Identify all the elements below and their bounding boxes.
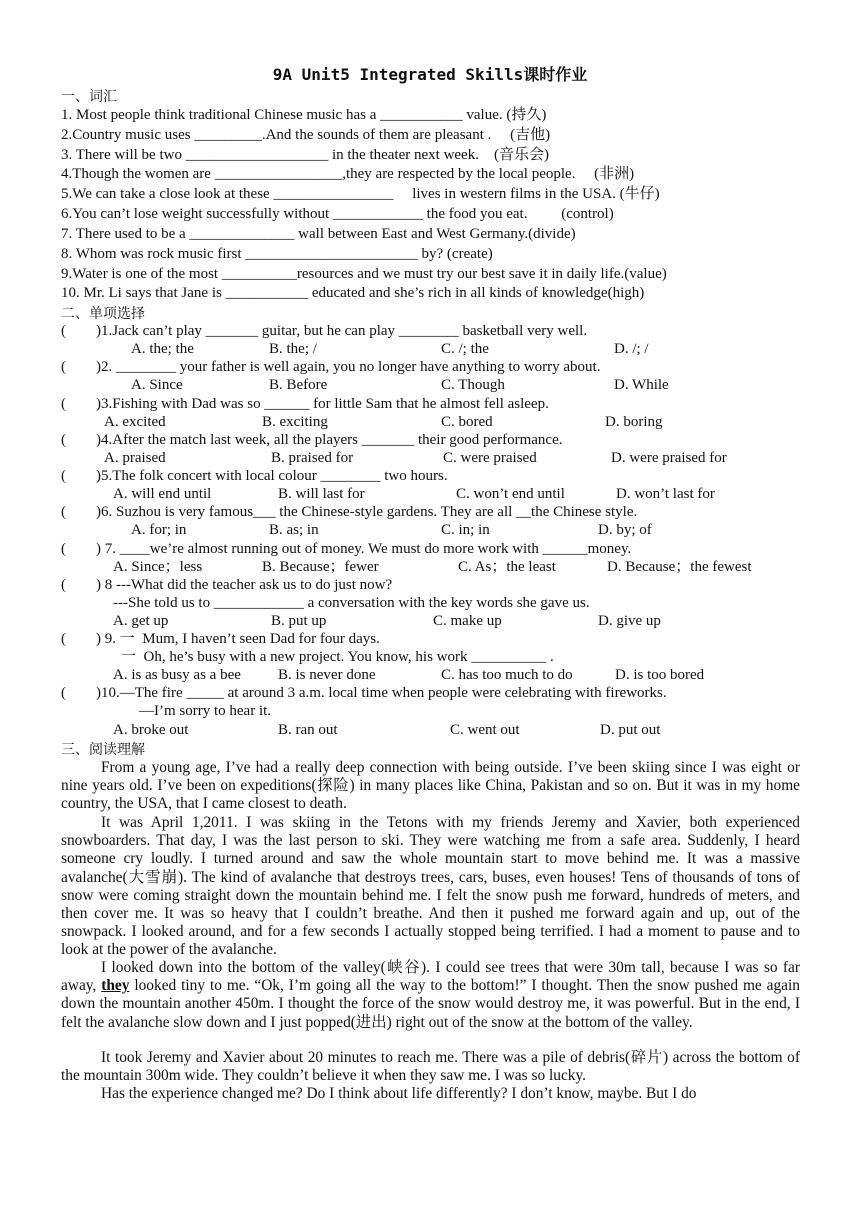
option-d: D. While bbox=[614, 377, 669, 393]
option-b: B. exciting bbox=[262, 414, 328, 430]
reading-text: I looked down into the bottom of the valley(峡谷). I could see trees that were 30m tall, because I was so far away, bbox=[61, 959, 800, 995]
question-stem: ( )4.After the match last week, all the players _______ their good performance. bbox=[61, 432, 563, 448]
option-b: B. put up bbox=[271, 613, 327, 629]
option-a: A. Since；less bbox=[113, 559, 203, 575]
section-heading-multiple-choice: 二、单项选择 bbox=[61, 306, 145, 322]
option-a: A. for; in bbox=[131, 522, 187, 538]
vocab-item: 2.Country music uses _________.And the sounds of them are pleasant . (吉他) bbox=[61, 127, 551, 143]
option-d: D. won’t last for bbox=[616, 486, 715, 502]
question-stem: ( )6. Suzhou is very famous___ the Chinese-style gardens. They are all __the Chinese style. bbox=[61, 504, 638, 520]
option-c: C. As；the least bbox=[458, 559, 556, 575]
section-heading-reading: 三、阅读理解 bbox=[61, 742, 145, 758]
option-c: C. has too much to do bbox=[441, 667, 573, 683]
option-b: B. will last for bbox=[278, 486, 365, 502]
option-d: D. /; / bbox=[614, 341, 649, 357]
option-b: B. is never done bbox=[278, 667, 376, 683]
option-a: A. is as busy as a bee bbox=[113, 667, 241, 683]
option-b: B. the; / bbox=[269, 341, 317, 357]
question-stem: ( )5.The folk concert with local colour ________ two hours. bbox=[61, 468, 448, 484]
option-c: C. in; in bbox=[441, 522, 490, 538]
option-b: B. ran out bbox=[278, 722, 338, 738]
vocab-item: 7. There used to be a ______________ wall between East and West Germany.(divide) bbox=[61, 226, 576, 242]
option-c: C. make up bbox=[433, 613, 502, 629]
question-stem: ( )1.Jack can’t play _______ guitar, but he can play ________ basketball very well. bbox=[61, 323, 588, 339]
option-d: D. by; of bbox=[598, 522, 652, 538]
question-stem: ( ) 8 ---What did the teacher ask us to do just now? bbox=[61, 577, 393, 593]
reading-paragraph: It was April 1,2011. I was skiing in the Tetons with my friends Jeremy and Xavier, both experienced snowboarders. That day, I was the last person to ski. They were watching me from a safe area. Suddenly, I heard someone cry loudly. I turned around and saw the whole mountain start to move behind me. It was a massive avalanche(大雪崩). The kind of avalanche that destroys trees, cars, buses, even houses! Tens of thousands of tons of snow were coming straight down the mountain behind me. I felt the snow push me forward, hundreds of meters, and then cover me. It was so heavy that I couldn’t breathe. And then it pushed me forward again and up, out of the snowpack. I looked around, and for a few seconds I actually stopped being terrified. I had a moment to pause and to look at the power of the avalanche. bbox=[61, 814, 800, 959]
question-stem: ( )3.Fishing with Dad was so ______ for little Sam that he almost fell asleep. bbox=[61, 396, 549, 412]
reading-text: looked tiny to me. “Ok, I’m going all the way to the bottom!” I thought. Then the snow pushed me again down the mountain another 450m. I thought the force of the snow would destroy me, it was powerful. But in the end, I felt the avalanche slow down and I just popped(进出) right out of the snow at the bottom of the valley. bbox=[61, 977, 800, 1031]
question-stem: ( ) 7. ____we’re almost running out of money. We must do more work with ______money. bbox=[61, 541, 632, 557]
option-d: D. give up bbox=[598, 613, 661, 629]
option-c: C. went out bbox=[450, 722, 520, 738]
question-dialogue-line: 一 Oh, he’s busy with a new project. You know, his work __________ . bbox=[121, 649, 554, 665]
vocab-item: 6.You can’t lose weight successfully without ____________ the food you eat. (control) bbox=[61, 206, 614, 222]
option-c: C. were praised bbox=[443, 450, 537, 466]
section-heading-vocabulary: 一、词汇 bbox=[61, 89, 117, 105]
reading-paragraph: From a young age, I’ve had a really deep connection with being outside. I’ve been skiing since I was eight or nine years old. I’ve been on expeditions(探险) in many places like China, Pakistan and so on. But it was in my home country, the USA, that I came closest to death. bbox=[61, 759, 800, 813]
option-d: D. Because；the fewest bbox=[607, 559, 752, 575]
option-a: A. Since bbox=[131, 377, 183, 393]
question-stem: ( )10.—The fire _____ at around 3 a.m. local time when people were celebrating with fireworks. bbox=[61, 685, 667, 701]
option-a: A. excited bbox=[104, 414, 166, 430]
option-b: B. praised for bbox=[271, 450, 354, 466]
option-a: A. the; the bbox=[131, 341, 194, 357]
question-dialogue-line: —I’m sorry to hear it. bbox=[139, 703, 272, 719]
vocab-item: 8. Whom was rock music first _______________________ by? (create) bbox=[61, 246, 493, 262]
option-b: B. Before bbox=[269, 377, 328, 393]
reading-paragraph: It took Jeremy and Xavier about 20 minutes to reach me. There was a pile of debris(碎片) across the bottom of the mountain 300m wide. They couldn’t believe it when they saw me. I was so lucky. bbox=[61, 1049, 800, 1085]
question-stem: ( )2. ________ your father is well again, you no longer have anything to worry about. bbox=[61, 359, 601, 375]
option-c: C. /; the bbox=[441, 341, 489, 357]
vocab-item: 4.Though the women are _________________,they are respected by the local people. (非洲) bbox=[61, 166, 635, 182]
vocab-item: 9.Water is one of the most __________resources and we must try our best save it in daily life.(value) bbox=[61, 266, 667, 282]
option-d: D. put out bbox=[600, 722, 661, 738]
option-d: D. is too bored bbox=[615, 667, 705, 683]
reading-paragraph: Has the experience changed me? Do I think about life differently? I don’t know, maybe. But I do bbox=[101, 1085, 697, 1102]
option-c: C. won’t end until bbox=[456, 486, 565, 502]
option-a: A. will end until bbox=[113, 486, 212, 502]
vocab-item: 1. Most people think traditional Chinese music has a ___________ value. (持久) bbox=[61, 107, 547, 123]
reading-paragraph bbox=[61, 959, 800, 1032]
option-d: D. boring bbox=[605, 414, 663, 430]
option-c: C. bored bbox=[441, 414, 493, 430]
vocab-item: 10. Mr. Li says that Jane is ___________ educated and she’s rich in all kinds of knowledge(high) bbox=[61, 285, 645, 301]
underlined-word: they bbox=[101, 977, 130, 995]
vocab-item: 5.We can take a close look at these ________________ lives in western films in the USA. (牛仔) bbox=[61, 186, 660, 202]
option-a: A. get up bbox=[113, 613, 169, 629]
option-b: B. as; in bbox=[269, 522, 319, 538]
option-a: A. praised bbox=[104, 450, 166, 466]
page-title: 9A Unit5 Integrated Skills课时作业 bbox=[272, 65, 588, 84]
question-dialogue-line: ---She told us to ____________ a conversation with the key words she gave us. bbox=[113, 595, 590, 611]
vocab-item: 3. There will be two ___________________ in the theater next week. (音乐会) bbox=[61, 147, 549, 163]
question-stem: ( ) 9. 一 Mum, I haven’t seen Dad for four days. bbox=[61, 631, 380, 647]
option-d: D. were praised for bbox=[611, 450, 727, 466]
option-c: C. Though bbox=[441, 377, 505, 393]
option-b: B. Because；fewer bbox=[262, 559, 379, 575]
option-a: A. broke out bbox=[113, 722, 189, 738]
